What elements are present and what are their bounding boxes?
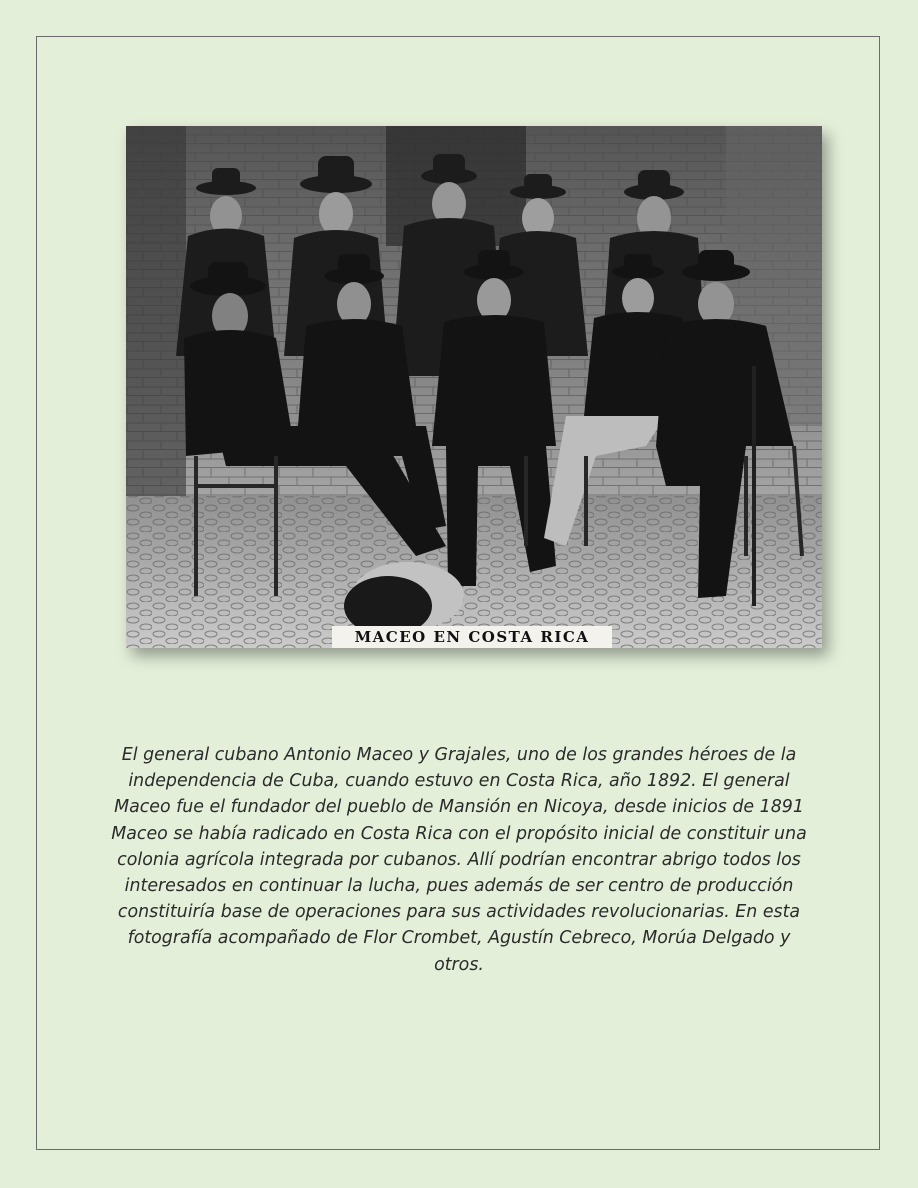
group-portrait-image (126, 126, 822, 648)
photo-label-strip (332, 626, 612, 648)
historical-photo (126, 126, 822, 648)
photo-caption: El general cubano Antonio Maceo y Grajales, uno de los grandes héroes de la independencia de Cuba, cuando estuvo en Costa Rica, año 1892. El general Maceo fue el fundador del pueblo de Mansión en Nicoya, desde inicios de 1891 Maceo se había radicado en Costa Rica con el propósito inicial de constituir una colonia agrícola integrada por cubanos. Allí podrían encontrar abrigo todos los interesados en continuar la lucha, pues además de ser centro de producción constituiría base de operaciones para sus actividades revolucionarias. En esta fotografía acompañado de Flor Crombet, Agustín Cebreco, Morúa Delgado y otros. (111, 745, 807, 975)
photo-label: MACEO EN COSTA RICA (354, 628, 590, 646)
